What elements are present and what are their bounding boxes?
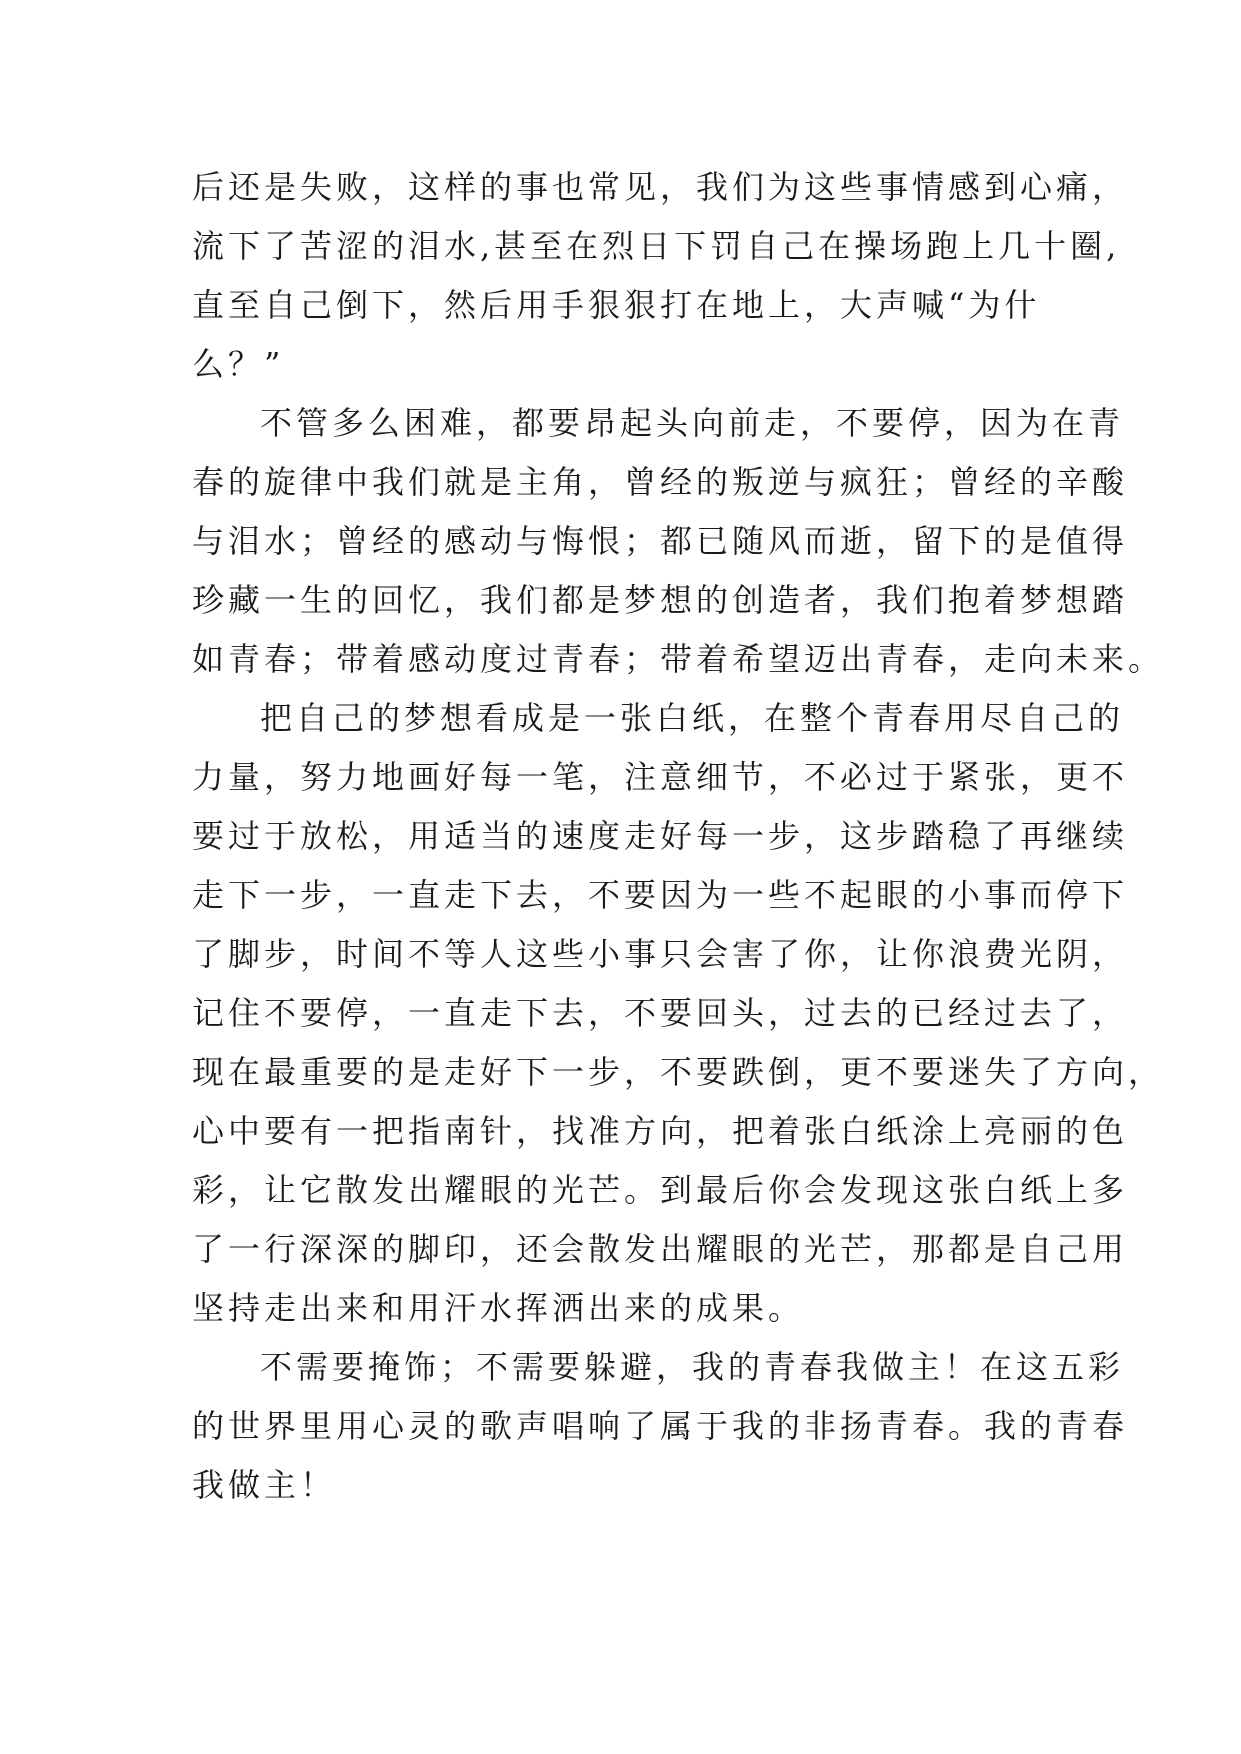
text-line: 我做主！ — [192, 1466, 337, 1504]
text-line: 与泪水；曾经的感动与悔恨；都已随风而逝，留下的是值得 — [192, 522, 1129, 560]
body-text — [192, 158, 1165, 1515]
paragraph-2 — [192, 394, 1165, 689]
paragraph-3 — [192, 689, 1165, 1338]
text-line: 流下了苦涩的泪水,甚至在烈日下罚自己在操场跑上几十圈, — [192, 227, 1121, 265]
text-line: 不管多么困难，都要昂起头向前走，不要停，因为在青 — [260, 404, 1125, 442]
text-line: 珍藏一生的回忆，我们都是梦想的创造者，我们抱着梦想踏 — [192, 581, 1129, 619]
text-line: 不需要掩饰；不需要躲避，我的青春我做主！在这五彩 — [260, 1348, 1125, 1386]
text-line: 了脚步，时间不等人这些小事只会害了你，让你浪费光阴， — [192, 935, 1129, 973]
text-line: 直至自己倒下，然后用手狠狠打在地上，大声喊“为什 — [192, 286, 1041, 324]
text-line: 么？” — [192, 345, 285, 383]
paragraph-4 — [192, 1338, 1129, 1515]
paragraph-1 — [192, 158, 1129, 394]
text-line: 彩，让它散发出耀眼的光芒。到最后你会发现这张白纸上多 — [192, 1171, 1129, 1209]
text-line: 坚持走出来和用汗水挥洒出来的成果。 — [192, 1289, 805, 1327]
text-line: 力量，努力地画好每一笔，注意细节，不必过于紧张，更不 — [192, 758, 1129, 796]
text-line: 记住不要停，一直走下去，不要回头，过去的已经过去了， — [192, 994, 1129, 1032]
text-line: 现在最重要的是走好下一步，不要跌倒，更不要迷失了方向， — [192, 1053, 1165, 1091]
text-line: 后还是失败，这样的事也常见，我们为这些事情感到心痛， — [192, 168, 1129, 206]
text-line: 如青春；带着感动度过青春；带着希望迈出青春，走向未来。 — [192, 640, 1165, 678]
text-line: 走下一步，一直走下去，不要因为一些不起眼的小事而停下 — [192, 876, 1129, 914]
text-line: 的世界里用心灵的歌声唱响了属于我的非扬青春。我的青春 — [192, 1407, 1129, 1445]
text-line: 春的旋律中我们就是主角，曾经的叛逆与疯狂；曾经的辛酸 — [192, 463, 1129, 501]
text-line: 心中要有一把指南针，找准方向，把着张白纸涂上亮丽的色 — [192, 1112, 1129, 1150]
text-line: 要过于放松，用适当的速度走好每一步，这步踏稳了再继续 — [192, 817, 1129, 855]
text-line: 把自己的梦想看成是一张白纸，在整个青春用尽自己的 — [260, 699, 1125, 737]
text-line: 了一行深深的脚印，还会散发出耀眼的光芒，那都是自己用 — [192, 1230, 1129, 1268]
